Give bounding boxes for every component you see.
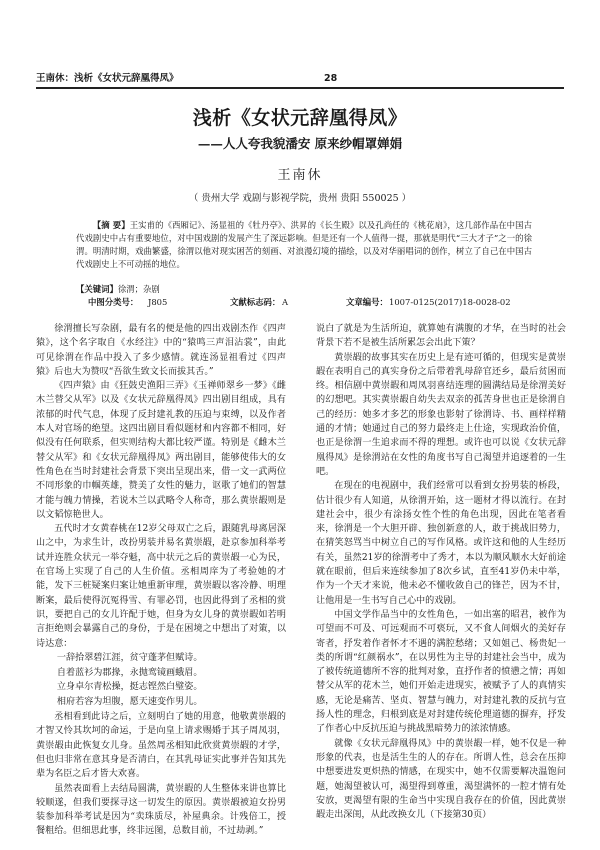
- body-paragraph: 中国文学作品当中的女性角色，一如出塞的昭君，被作为可望而不可及、可远观而不可亵玩，又不食人间烟火的美好存寄者，抒发着作者怀才不遇的满腔愁绪；又如姐己、杨贵妃一类的所谓“红颜祸水”，在以男性为主导的封建社会当中，成为了被传统道德所不容的批判对象，直抒作者的愤懑之情；再如替父从军的花木兰，她们开始走进现实，被赋予了人的真情实感，无论是痛苦、坚贞、智慧与魄力，对封建礼教的反抗与宣扬人性的理念，归根到底是对封建传统伦理道德的摒弃，抒发了作者心中反抗压迫与挑战黑暗势力的浓浓情感。: [316, 609, 566, 735]
- keywords: [76, 283, 532, 296]
- body-column-right: [316, 322, 566, 822]
- article-id-label: 文章编号：: [346, 297, 388, 307]
- clc-value: J805: [148, 297, 168, 307]
- article-id-value: 1007-0125(2017)18-0028-02: [389, 297, 511, 307]
- body-paragraph: 就像《女状元辞凰得凤》中的黄崇嘏一样，她不仅是一种形象的代表，也是活生生的人的存在。所谓人性，总会在压抑中想要进发更炽热的情感，在现实中，她不仅需要解决温饱问题，她渴望被认可，渴望得到尊重，渴望满怀的一腔才情有处安放，更渴望有限的生命当中实现自我存在的价值，因此黄崇嘏走出深闺，从此改换女儿（下接第30页）: [316, 738, 566, 821]
- body-paragraph: 丞相看到此诗之后，立刻明白了她的用意，他敬黄崇嘏的才智又怜其坎坷的命运，于是向皇上请求赐婚于其子周凤羽，黄崇嘏由此恢复女儿身。虽然周丞相知此欣赏黄崇嘏的才学，但也归非常在意其身是否清白，在其乳母证实此事并告知其先辈为名臣之后才皆大欢喜。: [36, 712, 286, 780]
- running-header-text: 王南休：浅析《女状元辞凰得凤》: [36, 73, 179, 84]
- article-subtitle: ——人人夸我貌潘安 原来纱帽罩婵娟: [197, 136, 403, 151]
- poem-line: 立身卓尔青松操，挺志铿然白璧姿。: [56, 682, 203, 693]
- abstract: [76, 219, 532, 271]
- body-paragraph: 说白了就是为生活所迫，就算她有满腹的才华，在当时的社会背景下若不是被生活所累怎会出此下策？: [316, 324, 566, 349]
- poem-line: 自着蓝衫为郡掾，永抛鸾镜画蛾眉。: [56, 667, 203, 678]
- keywords-text: 徐渭；杂剧: [117, 284, 160, 294]
- body-paragraph: 虽然表面看上去结局圆满，黄崇嘏的人生整体来讲也算比较顺遂，但我们要探寻这一切发生的原因。黄崇嘏被迫女扮男装参加科举考试是因为“卖珠质尽，补屋典余。计残倍工，授餐粗给。但细思此事，终非远图，总数目前，不过劫剥。”: [36, 783, 286, 837]
- doc-code-label: 文献标志码：: [230, 297, 281, 307]
- body-column-left: [36, 322, 286, 839]
- poem-line: 一辞拾翠碧江涯，贫守蓬茅但赋诗。: [56, 652, 203, 663]
- body-paragraph: 在现在的电视剧中，我们经常可以看到女扮男装的桥段，估计很少有人知道，从徐渭开始，这一题材才得以流行。在封建社会中，很少有涂扬女性个性的角色出现，因此在笔者看来，徐渭是一个大胆开辟、独创新意的人，敢于挑战旧势力，在猜笑怒骂当中树立自己的写作风格。或许这和他的人生经历有关，虽然21岁的徐渭考中了秀才，本以为顺风顺水大好前途就在眼前，但后来连续参加了8次乡试，直至41岁仍未中举，作为一个天才来说，他未必不懂收敛自己的锋芒，因为不甘，让他用是一生书写自己心中的戏剧。: [316, 481, 566, 606]
- abstract-label: 【摘 要】: [92, 220, 130, 230]
- running-header: [36, 72, 564, 86]
- body-paragraph: 五代时才女黄春桃在12岁父母双亡之后，跟随乳母离居深山之中，为求生计，改扮男装并易名黄崇嘏，赴京参加科举考试并连胜众状元一举夺魁，高中状元之后的黄崇嘏一心为民，在官场上实现了自己的人生价值。丞相周庠为了考验她的才能，发下三桩疑案归案让她重新审理，黄崇嘏以客冷静、明理断案，最后使得沉冤得雪、有罪必罚，也因此得到了丞相的赏识，要把自己的女儿许配于她，但身为女儿身的黄崇嘏如若明言拒绝则会暴露自己的身份，于是在困境之中想出了对策，以诗达意：: [36, 524, 286, 649]
- body-paragraph: 徐渭擅长写杂剧，最有名的便是他的四出戏剧杰作《四声猿》，这个名字取自《水经注》中的“猿鸣三声泪沾裳”，由此可见徐渭在作品中投入了多少感情。就连汤显祖看过《四声猿》后也大为赞叹“吾欲生致文长而拔其舌。”: [36, 324, 286, 377]
- author-affiliation: （ 贵州大学 戏剧与影视学院，贵州 贵阳 550025 ）: [188, 193, 412, 204]
- doc-code-value: A: [282, 297, 289, 307]
- header-rule: [36, 87, 564, 89]
- keywords-label: 【关键词】: [76, 284, 118, 294]
- page-number: 28: [324, 73, 338, 84]
- body-paragraph: 《四声猿》由《狂鼓史渔阳三弄》《玉禅师翠乡一梦》《雌木兰替父从军》以及《女状元辞凰得凤》四出剧目组成，具有浓郁的时代气息，体现了反封建礼教的压迫与束缚，以及作者本人对官场的绝望。这四出剧目看似题材和内容都不相同，好似没有任何联系，但实则结构大都比较严谨。特别是《雌木兰替父从军》和《女状元辞凰得凤》两出剧目，能够使伟大的女性角色在当时封建社会背景下突出呈现出来，借一文一武两位不同形象的巾帼英雄，赞美了女性的魅力，讴歌了她们的智慧才能与魄力情操，若说木兰以武略令人称奇，那么黄崇嘏则是以文韬惊艳世人。: [36, 381, 286, 520]
- author-name: 王南休: [277, 168, 323, 183]
- poem-block: [36, 651, 286, 710]
- abstract-text: 王实甫的《西厢记》、汤显祖的《牡丹亭》、洪昇的《长生殿》以及孔尚任的《桃花扇》，这几部作品在中国古代戏剧史中占有重要地位，对中国戏剧的发展产生了深远影响。但是还有一个人值得一提，那就是明代“三大才子”之一的徐渭。明清时期，戏曲繁盛，徐渭以他对现实困苦的刻画、对浪漫幻境的描绘，以及对华丽唱词的创作，树立了自己在中国古代戏剧史上不可动摇的地位。: [76, 220, 532, 269]
- body-paragraph: 黄崇嘏的故事其实在历史上是有迹可循的，但现实是黄崇嘏在表明自己的真实身份之后带着乳母辞官还乡，最后贫困而终。相信剧中黄崇嘏和周凤羽喜结连理的圆满结局是徐渭美好的幻想吧。其实黄崇嘏自幼失去双亲的孤苦身世也正是徐渭自己的经历：她多才多艺的形象也影射了徐渭诗、书、画样样精通的才情；她通过自己的努力最终走上仕途，实现政治价值，也正是徐渭一生追求而不得的理想。或许也可以说《女状元辞凰得凤》是徐渭站在女性的角度书写自己渴望并追逐着的一生吧。: [316, 352, 566, 477]
- poem-line: 相府若容为坦腹，愿天速变作男儿。: [56, 697, 203, 708]
- article-title: 浅析《女状元辞凰得凤》: [192, 107, 408, 129]
- classification-line: [76, 296, 546, 309]
- clc-label: 中图分类号：: [88, 297, 139, 307]
